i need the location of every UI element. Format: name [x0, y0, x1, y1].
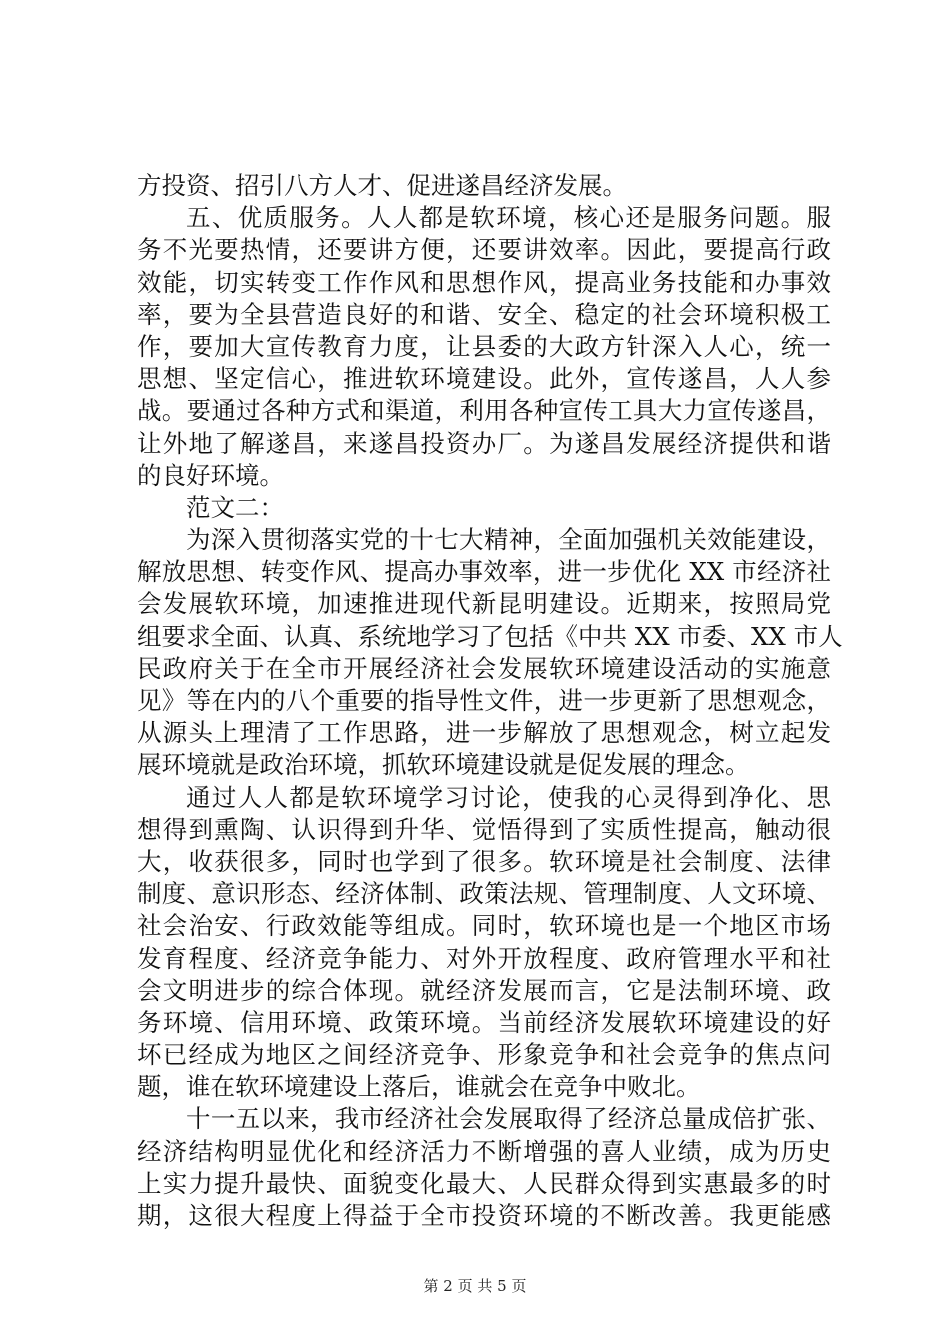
text-line: 上实力提升最快、面貌变化最大、人民群众得到实惠最多的时 — [137, 1168, 831, 1198]
text-line: 题，谁在软环境建设上落后，谁就会在竞争中败北。 — [137, 1072, 701, 1102]
text-line: 从源头上理清了工作思路，进一步解放了思想观念，树立起发 — [137, 718, 831, 748]
text-line: 五、优质服务。人人都是软环境，核心还是服务问题。服 — [186, 203, 831, 233]
text-line: 解放思想、转变作风、提高办事效率，进一步优化 XX 市经济社 — [137, 557, 831, 587]
text-line: 率，要为全县营造良好的和谐、安全、稳定的社会环境积极工 — [137, 299, 831, 329]
text-line: 会发展软环境，加速推进现代新昆明建设。近期来，按照局党 — [137, 589, 831, 619]
text-line: 效能，切实转变工作作风和思想作风，提高业务技能和办事效 — [137, 267, 831, 297]
text-line: 期，这很大程度上得益于全市投资环境的不断改善。我更能感 — [137, 1201, 831, 1230]
text-line: 经济结构明显优化和经济活力不断增强的喜人业绩，成为历史 — [137, 1136, 831, 1166]
section-heading: 范文二： — [186, 492, 284, 522]
text-line: 会文明进步的综合体现。就经济发展而言，它是法制环境、政 — [137, 975, 831, 1005]
text-line: 作，要加大宣传教育力度，让县委的大政方针深入人心，统一 — [137, 331, 831, 361]
text-line: 民政府关于在全市开展经济社会发展软环境建设活动的实施意 — [137, 653, 831, 683]
text-line: 通过人人都是软环境学习讨论，使我的心灵得到净化、思 — [186, 782, 831, 812]
text-line: 务环境、信用环境、政策环境。当前经济发展软环境建设的好 — [137, 1007, 831, 1037]
text-line: 战。要通过各种方式和渠道，利用各种宣传工具大力宣传遂昌， — [137, 396, 831, 426]
text-line: 展环境就是政治环境，抓软环境建设就是促发展的理念。 — [137, 750, 750, 780]
document-body — [137, 170, 843, 1232]
text-line: 见》等在内的八个重要的指导性文件，进一步更新了思想观念， — [137, 686, 831, 715]
page-footer: 第 2 页 共 5 页 — [423, 1277, 527, 1295]
text-line: 让外地了解遂昌，来遂昌投资办厂。为遂昌发展经济提供和谐 — [137, 428, 831, 458]
text-line: 的良好环境。 — [137, 460, 284, 490]
text-line: 制度、意识形态、经济体制、政策法规、管理制度、人文环境、 — [137, 879, 831, 909]
text-line: 大，收获很多，同时也学到了很多。软环境是社会制度、法律 — [137, 846, 831, 876]
text-line: 想得到熏陶、认识得到升华、觉悟得到了实质性提高，触动很 — [137, 814, 831, 844]
text-line: 组要求全面、认真、系统地学习了包括《中共 XX 市委、XX 市人 — [137, 621, 843, 651]
text-line: 发育程度、经济竞争能力、对外开放程度、政府管理水平和社 — [137, 943, 831, 973]
text-line: 为深入贯彻落实党的十七大精神，全面加强机关效能建设， — [186, 525, 831, 555]
text-line: 坏已经成为地区之间经济竞争、形象竞争和社会竞争的焦点问 — [137, 1040, 831, 1070]
text-line: 思想、坚定信心，推进软环境建设。此外，宣传遂昌，人人参 — [137, 364, 831, 394]
text-line: 十一五以来，我市经济社会发展取得了经济总量成倍扩张、 — [186, 1104, 831, 1134]
text-line: 方投资、招引八方人才、促进遂昌经济发展。 — [137, 171, 627, 200]
text-line: 务不光要热情，还要讲方便，还要讲效率。因此，要提高行政 — [137, 235, 831, 265]
text-line: 社会治安、行政效能等组成。同时，软环境也是一个地区市场 — [137, 911, 831, 941]
